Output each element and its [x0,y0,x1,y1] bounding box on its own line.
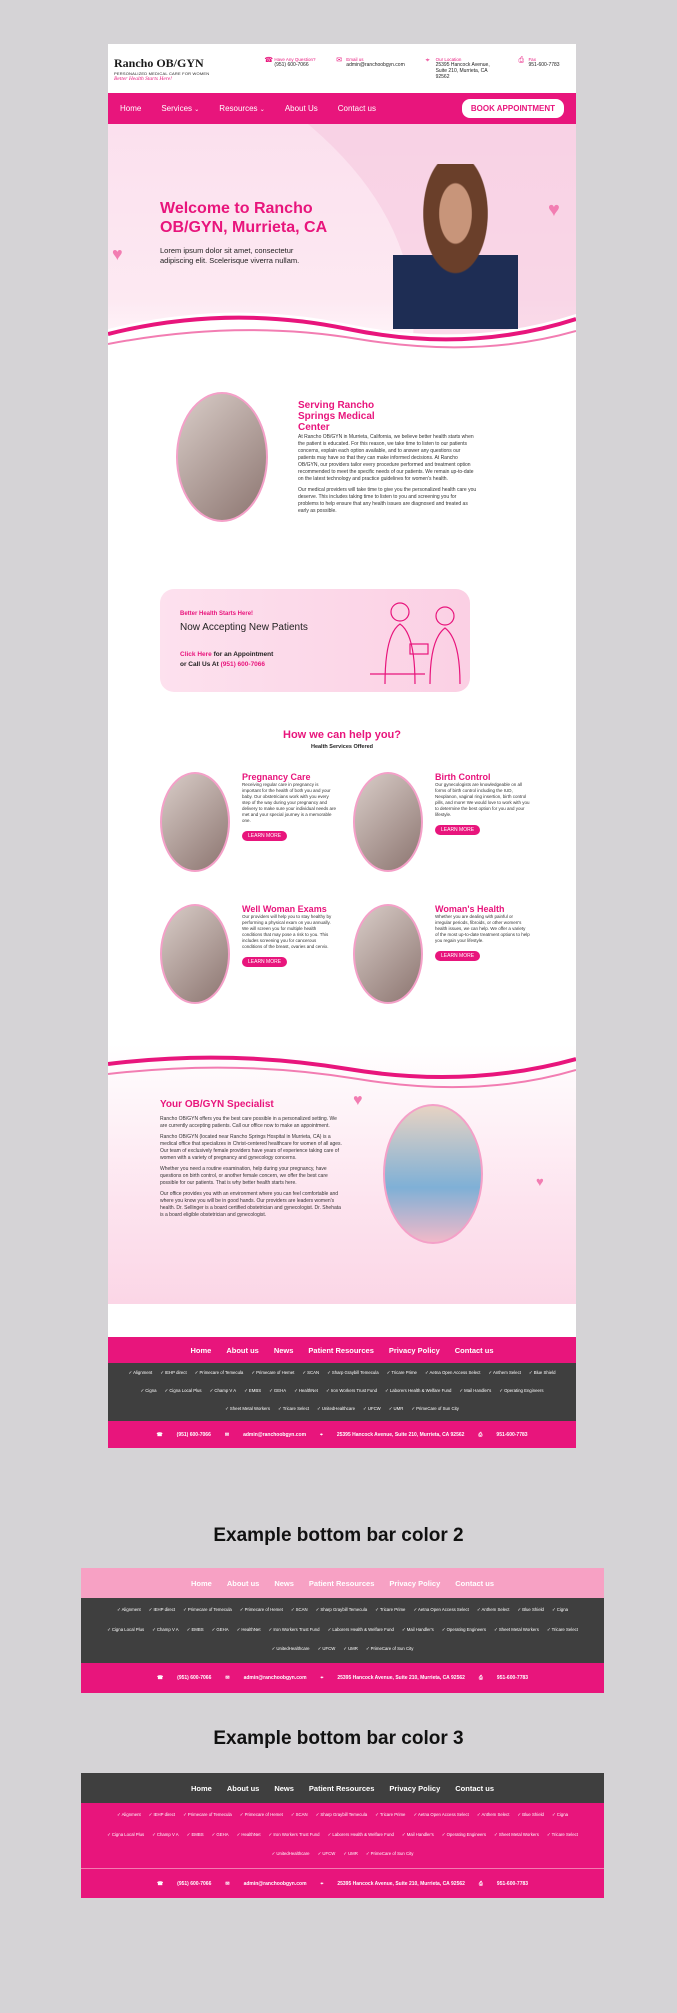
heart-icon: ♥ [536,1174,544,1189]
phone-link[interactable]: (951) 600-7066 [220,661,266,668]
specialist-photo [383,1104,483,1244]
insurance-item: ✓ PrimeCare of Sun City [366,1850,414,1868]
insurance-item: ✓ Tricare Prime [375,1606,405,1624]
service-title: Birth Control [435,772,491,782]
fax-icon: ⎙ [478,1431,483,1438]
specialist-section [108,1044,576,1304]
insurance-item: ✓ Blue Shield [517,1811,544,1829]
service-text: Our gynecologists are knowledgeable on all forms of birth control including the IUD, Nexplanon, vaginal ring insertion, birth control pills, and more! We would love to work with you to determine the best option for you and your lifestyle. [435,782,530,817]
insurance-item: ✓ Laborers Health & Welfare Fund [385,1387,451,1403]
insurance-item: ✓ Aetna Open Access Select [425,1369,480,1385]
insurance-item: ✓ EMBS [187,1626,204,1644]
insurance-item: ✓ Operating Engineers [442,1831,486,1849]
insurance-item: ✓ Primecare of Hemet [240,1811,283,1829]
contact-email[interactable]: ✉ Email us admin@ranchoobgyn.com [336,57,405,68]
services-subtitle: Health Services Offered [310,744,374,750]
logo-name: Rancho OB/GYN [114,55,204,70]
insurance-item: ✓ Anthem Select [488,1369,521,1385]
insurance-item: ✓ Sharp Graybill Temecula [316,1606,368,1624]
insurance-item: ✓ Laborers Health & Welfare Fund [328,1626,394,1644]
contact-phone[interactable]: ☎ Have Any Question? (951) 600-7066 [264,57,316,68]
nav-home[interactable]: Home [120,104,142,113]
accepting-patients-banner [160,589,470,692]
service-title: Well Woman Exams [242,904,327,914]
insurance-item: ✓ Champ V A [152,1831,179,1849]
insurance-item: ✓ HealthNet [294,1387,318,1403]
insurance-item: ✓ Sheet Metal Workers [494,1626,539,1644]
insurance-item: ✓ UnitedHealthcare [272,1850,310,1868]
heart-icon: ♥ [112,244,123,264]
website-mockup [108,44,576,1448]
location-icon: ⌖ [320,1675,324,1681]
insurance-item: ✓ HealthNet [237,1626,261,1644]
insurance-list [81,1598,604,1663]
insurance-item: ✓ UMR [389,1405,404,1421]
serving-paragraph: At Rancho OB/GYN in Murrieta, California, we believe better health starts when the patient is educated. For this reason, we take time to listen to our patients concerns, explain each option available, and to answer any questions our patients may have so that they can make informed decisions. At Rancho OB/GYN, our providers tailor every procedure performed and treatment option recommended to meet the specific needs of our patients. We remain up-to-date on the latest technology and practice guidelines for women's health. [298,434,474,482]
insurance-item: ✓ Iron Workers Trust Fund [269,1626,320,1644]
insurance-item: ✓ Operating Engineers [499,1387,543,1403]
service-title: Woman's Health [435,904,505,914]
insurance-item: ✓ Cigna [141,1387,157,1403]
service-card [160,904,335,1004]
service-card [353,904,528,1004]
hero-text: Lorem ipsum dolor sit amet, consectetur adipiscing elit. Scelerisque viverra nullam. [160,246,300,265]
serving-body [298,434,478,515]
heart-icon: ♥ [548,199,560,221]
insurance-item: ✓ EMBS [187,1831,204,1849]
insurance-item: ✓ Operating Engineers [442,1626,486,1644]
insurance-item: ✓ IEHP direct [149,1606,175,1624]
insurance-item: ✓ Alignment [129,1369,153,1385]
main-nav [108,93,576,124]
hero-title: Welcome to Rancho OB/GYN, Murrieta, CA [160,200,328,236]
insurance-item: ✓ Tricare Select [278,1405,309,1421]
insurance-item: ✓ Alignment [117,1811,141,1829]
insurance-item: ✓ Cigna Local Plus [165,1387,202,1403]
insurance-item: ✓ Champ V A [152,1626,179,1644]
insurance-item: ✓ Primecare of Hemet [251,1369,294,1385]
insurance-item: ✓ Tricare Select [547,1831,578,1849]
insurance-item: ✓ UMR [343,1850,358,1868]
insurance-item: ✓ UFCW [318,1645,336,1663]
accept-cta: Click Here for an Appointment [180,651,274,658]
fax-icon: ⎙ [518,57,525,64]
nav-services[interactable]: Services ⌄ [161,104,200,113]
insurance-item: ✓ Tricare Select [547,1626,578,1644]
insurance-item: ✓ Sharp Graybill Temecula [316,1811,368,1829]
birth-control-photo [353,772,423,872]
clinic-photo [176,392,268,522]
footer-contact: ☎ (951) 600-7066 ✉ admin@ranchoobgyn.com ⌖ 25395 Hancock Avenue, Suite 210, Murrieta, CA 92562 ⎙ 951-600-7783 [81,1868,604,1898]
caption-color-3: Example bottom bar color 3 [213,1728,464,1749]
header-contacts [254,57,570,80]
services-title: How we can help you? [283,729,401,741]
insurance-item: ✓ Mail Handler's [402,1831,434,1849]
serving-section [298,400,408,433]
service-card [353,772,528,872]
insurance-item: ✓ PrimeCare of Sun City [366,1645,414,1663]
insurance-item: ✓ Sharp Graybill Temecula [327,1369,379,1385]
fax-icon: ⎙ [478,1675,483,1681]
logo-sub: PERSONALIZED MEDICAL CARE FOR WOMEN [114,70,210,76]
location-icon: ⌖ [320,1880,324,1887]
accept-title: Now Accepting New Patients [180,622,308,633]
phone-icon: ☎ [156,1880,164,1887]
caption-color-2: Example bottom bar color 2 [213,1525,464,1546]
insurance-item: ✓ HealthNet [237,1831,261,1849]
services-header [108,729,576,750]
insurance-item: ✓ Primecare of Temecula [183,1606,232,1624]
learn-more-button[interactable]: LEARN MORE [435,951,480,961]
footer-variant-2 [81,1568,604,1693]
insurance-item: ✓ Laborers Health & Welfare Fund [328,1831,394,1849]
book-appointment-button[interactable]: BOOK APPOINTMENT [462,99,564,118]
serving-title: Serving Rancho Springs Medical Center [298,400,375,433]
serving-paragraph: Our medical providers will take time to give you the personalized health care you deserve. This includes taking time to listen to you and screening you for problems to help ensure that any health issues are diagnosed and treated as early as possible. [298,487,477,514]
insurance-item: ✓ SCAN [302,1369,319,1385]
specialist-title: Your OB/GYN Specialist [160,1099,274,1110]
insurance-item: ✓ Primecare of Temecula [195,1369,244,1385]
insurance-item: ✓ Cigna [552,1811,568,1829]
logo[interactable] [114,56,254,82]
fax-icon: ⎙ [478,1880,483,1887]
chevron-down-icon: ⌄ [194,107,200,113]
nav-resources[interactable]: Resources ⌄ [219,104,265,113]
insurance-item: ✓ Anthem Select [477,1606,510,1624]
insurance-item: ✓ Primecare of Temecula [183,1811,232,1829]
accept-call: or Call Us At (951) 600-7066 [180,661,266,668]
location-icon: ⌖ [425,57,430,64]
insurance-list [108,1363,576,1421]
womans-health-photo [353,904,423,1004]
insurance-item: ✓ Cigna Local Plus [107,1626,144,1644]
insurance-item: ✓ EMBS [244,1387,261,1403]
doctor-patient-illustration [370,594,470,689]
insurance-item: ✓ Blue Shield [529,1369,556,1385]
service-title: Pregnancy Care [242,772,311,782]
phone-icon: ☎ [156,1675,164,1681]
mail-icon: ✉ [336,57,343,64]
insurance-item: ✓ Blue Shield [517,1606,544,1624]
section-wave [108,1044,576,1104]
insurance-item: ✓ Mail Handler's [459,1387,491,1403]
chevron-down-icon: ⌄ [259,107,265,113]
mail-icon: ✉ [225,1880,230,1887]
insurance-item: ✓ Cigna [552,1606,568,1624]
footer-contact: ☎ (951) 600-7066 ✉ admin@ranchoobgyn.com ⌖ 25395 Hancock Avenue, Suite 210, Murrieta, CA 92562 ⎙ 951-600-7783 [108,1421,576,1448]
footer-nav: Home About us News Patient Resources Privacy Policy Contact us [81,1773,604,1803]
contact-location[interactable]: ⌖ Our Location 25395 Hancock Avenue, Suite 210, Murrieta, CA 92562 [425,57,490,80]
service-card [160,772,335,872]
nav-about[interactable]: About Us [284,104,318,113]
contact-fax[interactable]: ⎙ Fax 951-600-7783 [518,57,560,68]
footer-contact: ☎ (951) 600-7066 ✉ admin@ranchoobgyn.com ⌖ 25395 Hancock Avenue, Suite 210, Murrieta, CA 92562 ⎙ 951-600-7783 [81,1663,604,1693]
insurance-item: ✓ GEHA [212,1626,229,1644]
well-woman-photo [160,904,230,1004]
insurance-item: ✓ Aetna Open Access Select [413,1606,468,1624]
service-text: Receiving regular care in pregnancy is important for the health of both you and your baby. Our obstetricians work with you every step of the way during your pregnancy and delivery to make sure your individual needs are met and your special journey is a memorable one. [242,782,337,823]
phone-icon: ☎ [264,57,274,64]
mail-icon: ✉ [225,1675,230,1681]
service-text: Our providers will help you to stay healthy by performing a physical exam on you annually. We will screen you for multiple health conditions that may pose a risk to you. This includes screening you for cancerous conditions of the breast, ovaries and cervix. [242,914,332,949]
insurance-item: ✓ Iron Workers Trust Fund [269,1831,320,1849]
insurance-item: ✓ Alignment [117,1606,141,1624]
logo-tagline: Better Health Starts Here! [114,75,172,82]
phone-icon: ☎ [156,1431,163,1438]
insurance-item: ✓ Aetna Open Access Select [413,1811,468,1829]
learn-more-button[interactable]: LEARN MORE [435,825,480,835]
insurance-item: ✓ UnitedHealthcare [317,1405,355,1421]
nav-contact[interactable]: Contact us [337,104,376,113]
insurance-item: ✓ SCAN [291,1606,308,1624]
mail-icon: ✉ [224,1431,230,1438]
service-text: Whether you are dealing with painful or irregular periods, fibroids, or other women's health issues, we can help. We offer a variety of the most up-to-date treatment options to help you regain your lifestyle. [435,914,530,943]
insurance-item: ✓ Champ V A [210,1387,237,1403]
insurance-item: ✓ PrimeCare of Sun City [411,1405,459,1421]
insurance-item: ✓ Iron Workers Trust Fund [326,1387,377,1403]
specialist-body: Rancho OB/GYN offers you the best care possible in a personalized setting. We are currently accepting patients. Call our office now to make an appointment. Rancho OB/GYN (located near Rancho Springs Hospital in Murrieta, CA) is a medical office that specializes in Christ-centered healthcare for women of all ages. Our team of exclusively female providers have years of experience taking care of women with a variety of pregnancy and gynecology concerns. Whether you need a routine examination, help during your pregnancy, have questions on birth control, or another female concern, we offer the best care possible for our patients. That is why better health starts here. Our office provides you with an environment where you can feel comfortable and where you know you will be in good hands. Our providers are leaders women's health. Dr. Sellinger is a board certified obstetrician and gynecologist. Dr. Shehata is a board eligible obstetrician and gynecologist. [160,1116,342,1218]
insurance-item: ✓ UFCW [363,1405,381,1421]
insurance-item: ✓ GEHA [212,1831,229,1849]
insurance-list [81,1803,604,1868]
learn-more-button[interactable]: LEARN MORE [242,831,287,841]
insurance-item: ✓ UMR [343,1645,358,1663]
header-top [108,44,576,93]
insurance-item: ✓ UnitedHealthcare [272,1645,310,1663]
insurance-item: ✓ Cigna Local Plus [107,1831,144,1849]
doctor-portrait [393,164,518,329]
insurance-item: ✓ SCAN [291,1811,308,1829]
footer-nav: Home About us News Patient Resources Privacy Policy Contact us [81,1568,604,1598]
insurance-item: ✓ Sheet Metal Workers [225,1405,270,1421]
pregnancy-photo [160,772,230,872]
learn-more-button[interactable]: LEARN MORE [242,957,287,967]
insurance-item: ✓ Tricare Prime [375,1811,405,1829]
insurance-item: ✓ Primecare of Hemet [240,1606,283,1624]
insurance-item: ✓ Anthem Select [477,1811,510,1829]
location-icon: ⌖ [320,1431,323,1438]
insurance-item: ✓ UFCW [318,1850,336,1868]
accept-kicker: Better Health Starts Here! [180,611,254,617]
footer-nav: Home About us News Patient Resources Privacy Policy Contact us [108,1337,576,1363]
insurance-item: ✓ Sheet Metal Workers [494,1831,539,1849]
insurance-item: ✓ Tricare Prime [387,1369,417,1385]
insurance-item: ✓ GEHA [269,1387,286,1403]
insurance-item: ✓ IEHP direct [149,1811,175,1829]
heart-icon: ♥ [353,1092,363,1109]
hero-section [108,124,576,374]
appointment-link[interactable]: Click Here [180,651,212,658]
insurance-item: ✓ IEHP direct [160,1369,186,1385]
footer-pink [108,1337,576,1448]
insurance-item: ✓ Mail Handler's [402,1626,434,1644]
footer-variant-3 [81,1773,604,1898]
